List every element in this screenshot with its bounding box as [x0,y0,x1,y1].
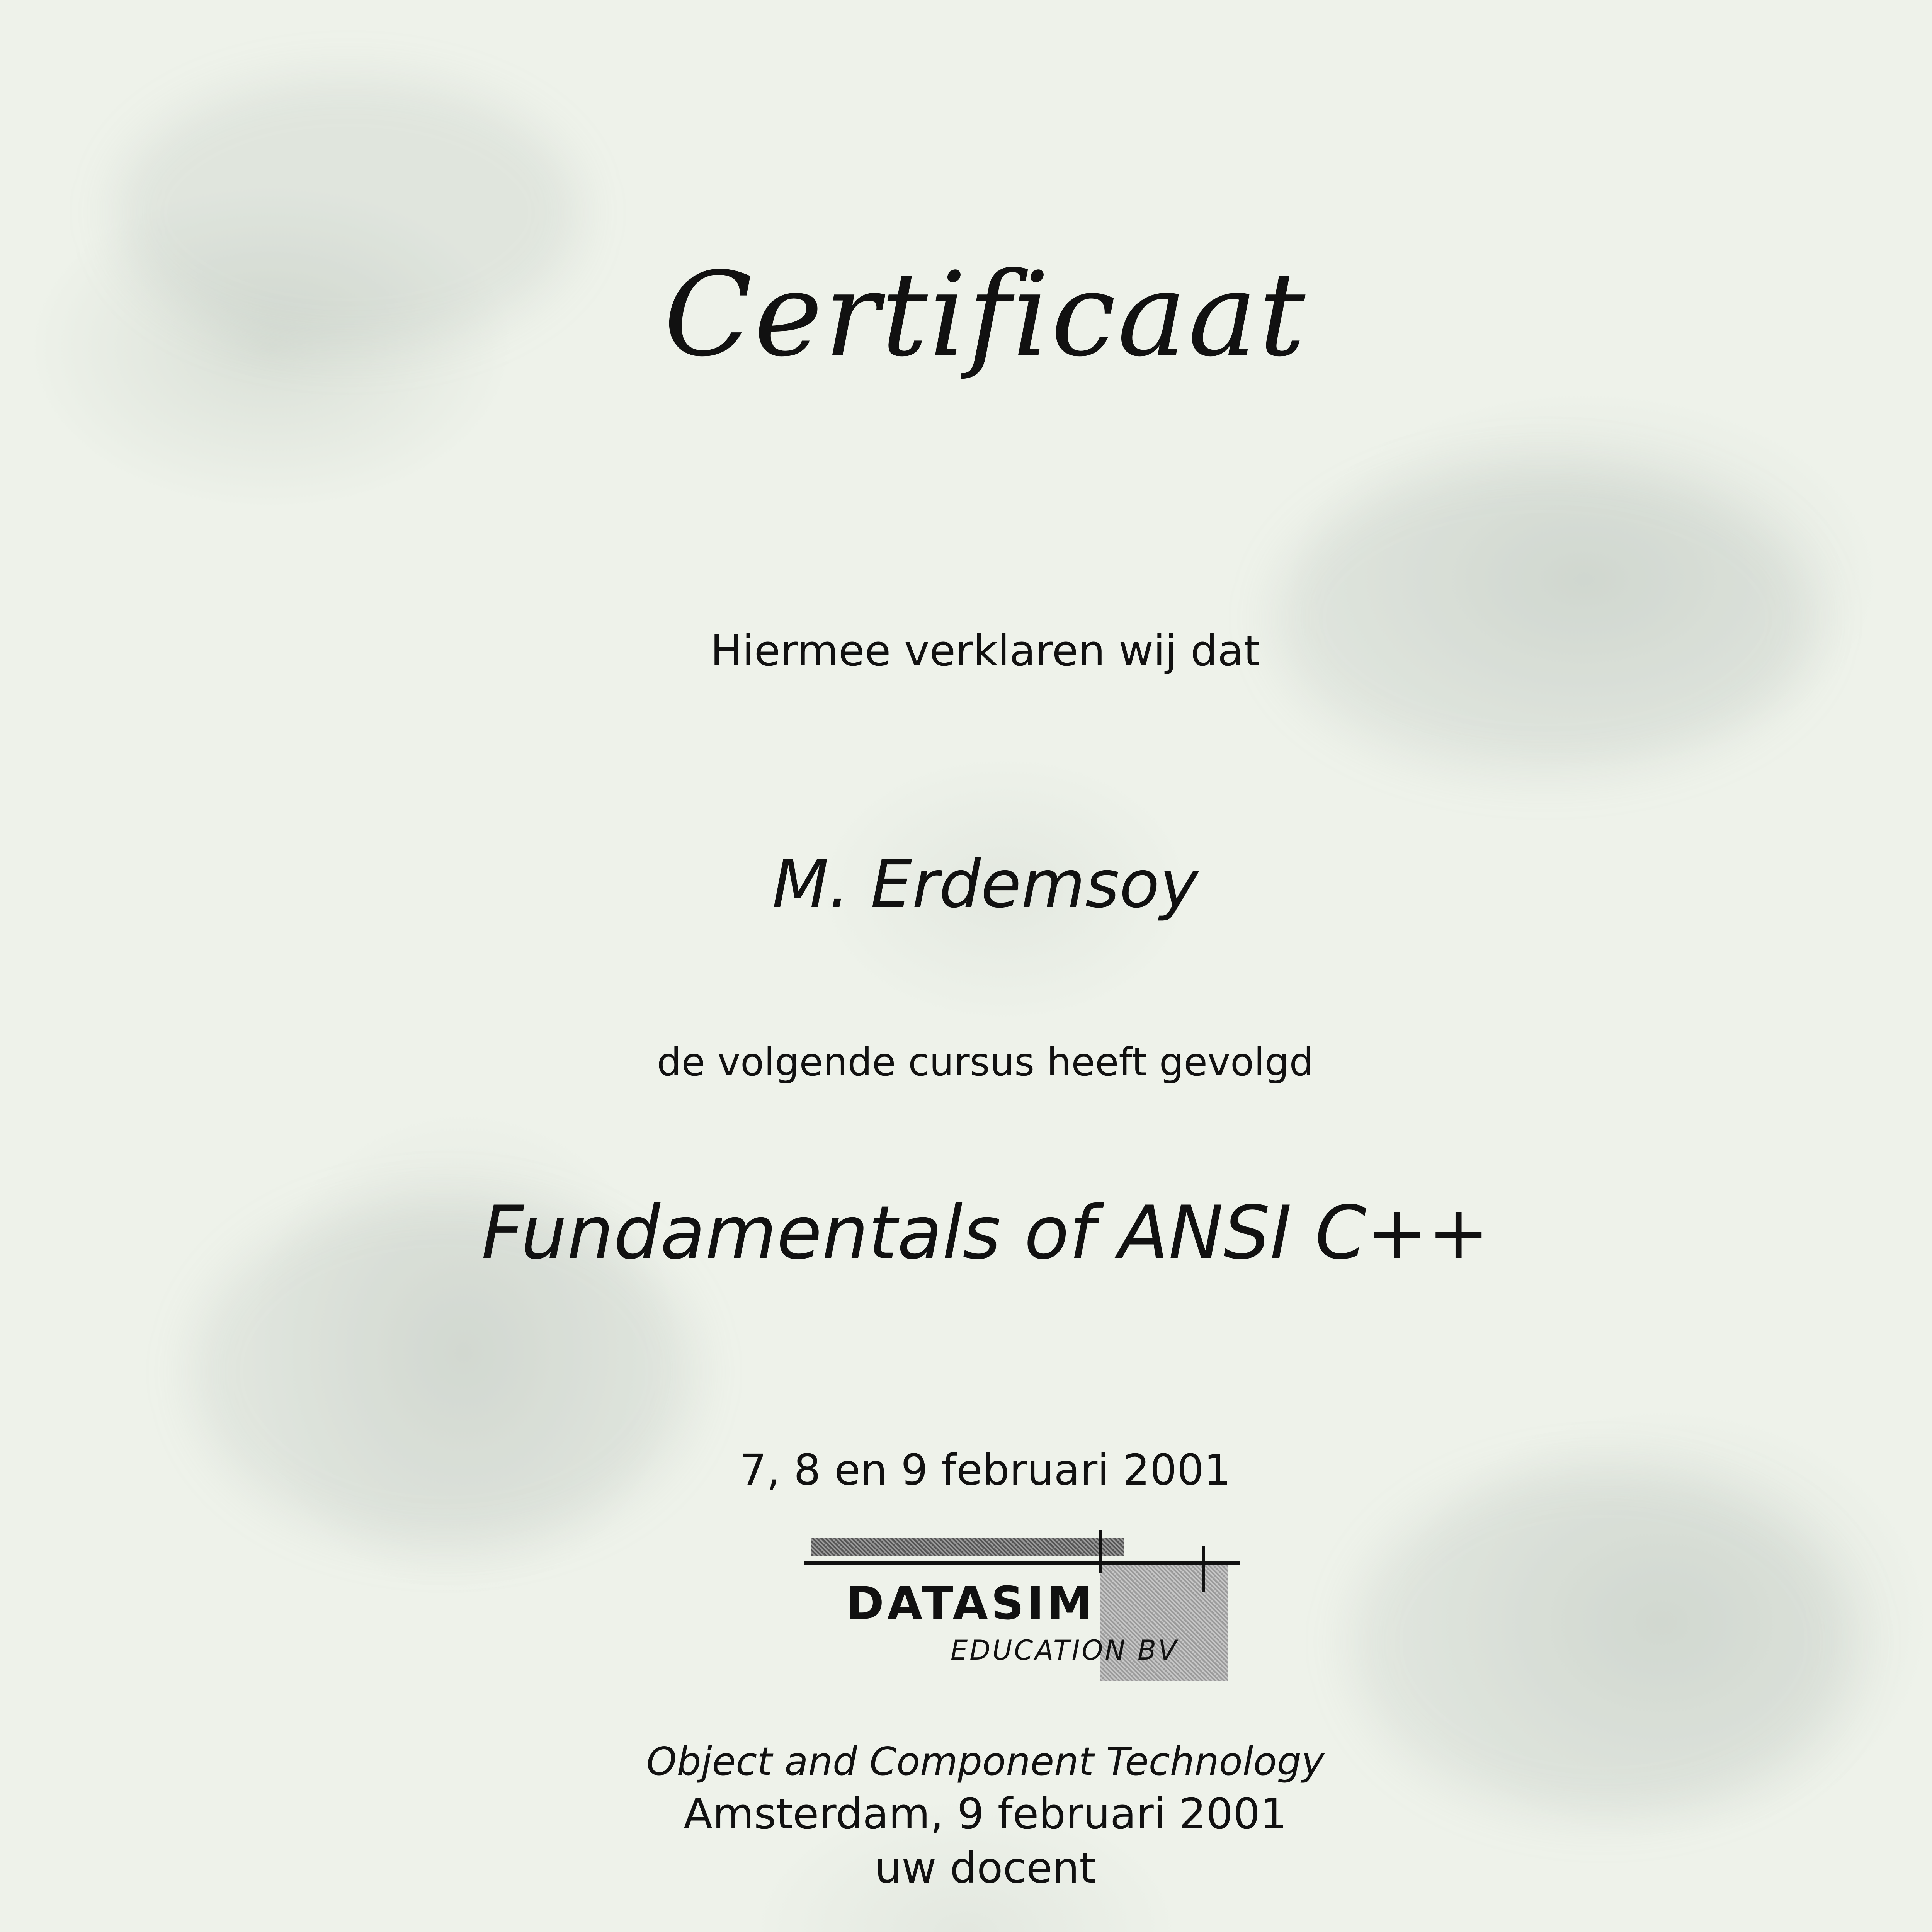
course-title: Fundamentals of ANSI C++ [481,1190,1490,1276]
logo-horizontal-rule [804,1561,1240,1565]
course-intro-text: de volgende cursus heeft gevolgd [657,1039,1314,1085]
logo-hatched-bar [811,1538,1124,1556]
teacher-label: uw docent [874,1843,1096,1893]
course-subject: Object and Component Technology [646,1739,1325,1784]
datasim-logo [804,1530,1244,1700]
logo-tick-right [1202,1546,1205,1592]
certificate-title: Certificaat [663,247,1307,382]
place-and-date: Amsterdam, 9 februari 2001 [683,1789,1287,1838]
marble-texture [1275,464,1816,773]
logo-tick-left [1099,1530,1102,1573]
logo-name: DATASIM [846,1577,1096,1630]
recipient-name: M. Erdemsoy [772,846,1199,923]
teacher-signature [734,1924,1410,1932]
logo-subtitle: EDUCATION BV [951,1634,1179,1666]
course-dates: 7, 8 en 9 februari 2001 [740,1445,1231,1495]
intro-text: Hiermee verklaren wij dat [710,626,1260,675]
